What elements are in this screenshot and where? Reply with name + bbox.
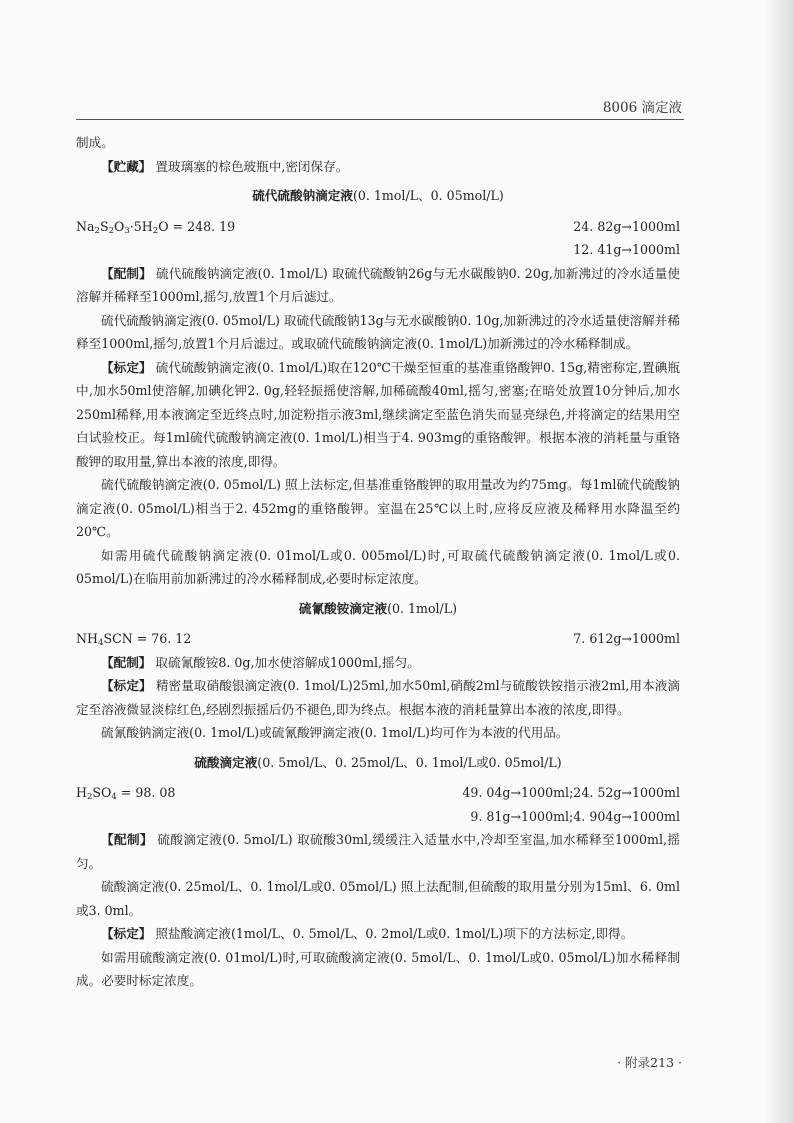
concentration-ratio: 24. 82g→1000ml	[573, 218, 680, 234]
running-header: 8006 滴定液	[602, 100, 682, 116]
concentration-ratio: 7. 612g→1000ml	[573, 631, 680, 646]
formula-row	[76, 215, 680, 239]
concentration-ratio: 12. 41g→1000ml	[573, 242, 680, 257]
section-title-conc: (0. 1mol/L)	[387, 600, 458, 616]
note-paragraph: 硫氰酸钠滴定液(0. 1mol/L)或硫氰酸钾滴定液(0. 1mol/L)均可作为本液的代用品。	[101, 725, 569, 740]
preparation-paragraph: 【配制】 硫酸滴定液(0. 5mol/L) 取硫酸30ml,缓缓注入适量水中,冷却至室温,加水稀释至1000ml,摇匀。	[76, 832, 681, 871]
section-title-bold: 硫氰酸铵滴定液	[298, 600, 388, 616]
preparation-paragraph: 硫代硫酸钠滴定液(0. 05mol/L) 取硫代硫酸钠13g与无水碳酸钠0. 10g,加新沸过的冷水适量使溶解并稀释至1000ml,摇匀,放置1个月后滤过。或取硫代硫酸钠滴定液(0. 1mol/L)加新沸过的冷水稀释制成。	[76, 312, 680, 351]
molecular-formula: $H_2SO_4 = 98$. 08	[76, 785, 176, 802]
header-rule	[76, 119, 684, 120]
standardization-label: 【标定】	[101, 359, 152, 375]
molecular-formula: $NH_4SCN = 76$. 12	[76, 631, 192, 648]
note-paragraph: 如需用硫酸滴定液(0. 01mol/L)时,可取硫酸滴定液(0. 5mol/L、0. 1mol/L或0. 05mol/L)加水稀释制成。必要时标定浓度。	[76, 949, 680, 988]
preparation-label: 【配制】	[101, 265, 152, 281]
section-title-sulfuric-acid	[76, 751, 680, 775]
page-body	[76, 131, 680, 993]
concentration-ratio: 9. 81g→1000ml;4. 904g→1000ml	[470, 808, 680, 824]
page-edge-shadow	[764, 0, 794, 1123]
intro-text: 制成。	[76, 135, 114, 150]
molecular-formula: $Na_2S_2O_3\cdot 5H_2O = 248$. 19	[76, 218, 236, 236]
standardization-label: 【标定】	[101, 678, 152, 693]
standardization-paragraph: 【标定】 硫代硫酸钠滴定液(0. 1mol/L)取在120℃干燥至恒重的基准重铬酸钾0. 15g,精密称定,置碘瓶中,加水50ml使溶解,加碘化钾2. 0g,轻轻振摇使溶解,加稀硫酸40ml,摇匀,密塞;在暗处放置10分钟后,加水250ml稀释,用本液滴定至近终点时,加淀粉指示液3ml,继续滴定至蓝色消失而显亮绿色,并将滴定的结果用空白试验校正。每1ml硫代硫酸钠滴定液(0. 1mol/L)相当于4. 903mg的重铬酸钾。根据本液的消耗量与重铬酸钾的取用量,算出本液的浓度,即得。	[76, 359, 680, 469]
standardization-label: 【标定】	[101, 926, 152, 941]
section-title-ammonium-thiocyanate	[76, 597, 680, 621]
preparation-paragraph: 硫酸滴定液(0. 25mol/L、0. 1mol/L或0. 05mol/L) 照上法配制,但硫酸的取用量分别为15ml、6. 0ml或3. 0ml。	[76, 879, 680, 918]
storage-label: 【贮藏】	[101, 158, 152, 174]
formula-row	[76, 627, 680, 651]
section-title-bold: 硫酸滴定液	[194, 754, 258, 770]
standardization-paragraph: 硫代硫酸钠滴定液(0. 05mol/L) 照上法标定,但基准重铬酸钾的取用量改为约75mg。每1ml硫代硫酸钠滴定液(0. 05mol/L)相当于2. 452mg的重铬酸钾。室温在25℃以上时,应将反应液及稀释用水降温至约20℃。	[76, 477, 680, 539]
page-number: · 附录213 ·	[617, 1055, 682, 1070]
section-title-conc: (0. 5mol/L、0. 25mol/L、0. 1mol/L或0. 05mol/L)	[257, 754, 562, 770]
preparation-label: 【配制】	[101, 654, 152, 670]
preparation-label: 【配制】	[101, 832, 153, 847]
standardization-paragraph: 【标定】 照盐酸滴定液(1mol/L、0. 5mol/L、0. 2mol/L或0. 1mol/L)项下的方法标定,即得。	[101, 926, 634, 941]
section-title-bold: 硫代硫酸钠滴定液	[252, 188, 353, 203]
concentration-ratio: 49. 04g→1000ml;24. 52g→1000ml	[462, 785, 680, 800]
formula-row	[76, 781, 680, 805]
preparation-paragraph: 【配制】 取硫氰酸铵8. 0g,加水使溶解成1000ml,摇匀。	[101, 654, 420, 670]
section-title-conc: (0. 1mol/L、0. 05mol/L)	[352, 188, 504, 203]
note-paragraph: 如需用硫代硫酸钠滴定液(0. 01mol/L或0. 005mol/L)时,可取硫代硫酸钠滴定液(0. 1mol/L或0. 05mol/L)在临用前加新沸过的冷水稀释制成,必要时标定浓度。	[76, 547, 680, 586]
section-title-sodium-thiosulfate	[76, 184, 680, 208]
preparation-paragraph: 【配制】 硫代硫酸钠滴定液(0. 1mol/L) 取硫代硫酸钠26g与无水碳酸钠0. 20g,加新沸过的冷水适量使溶解并稀释至1000ml,摇匀,放置1个月后滤过。	[76, 265, 681, 304]
storage-text: 置玻璃塞的棕色玻瓶中,密闭保存。	[155, 158, 349, 174]
standardization-paragraph: 【标定】 精密量取硝酸银滴定液(0. 1mol/L)25ml,加水50ml,硝酸2ml与硫酸铁铵指示液2ml,用本液滴定至溶液微显淡棕红色,经剧烈振摇后仍不褪色,即为终点。根据本液的消耗量算出本液的浓度,即得。	[76, 678, 681, 717]
storage-paragraph	[76, 155, 680, 179]
